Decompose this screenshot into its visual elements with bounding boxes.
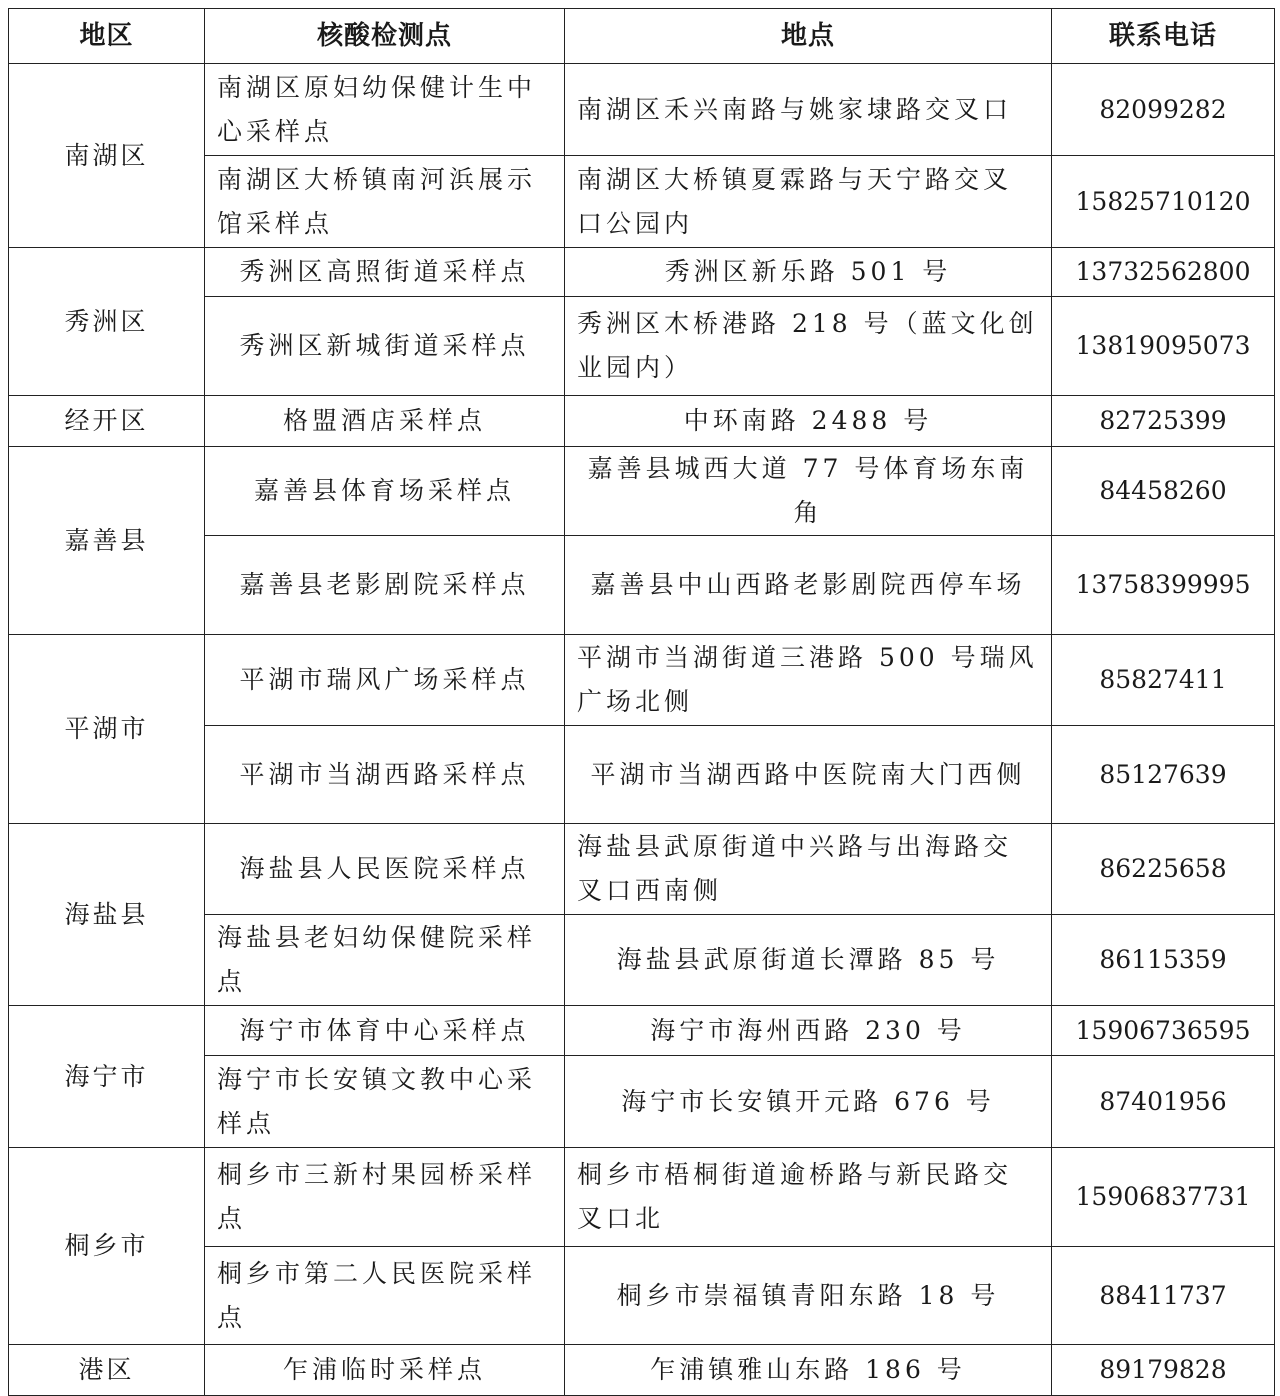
site-cell: 海盐县人民医院采样点 — [205, 824, 565, 915]
site-cell: 海盐县老妇幼保健院采样点 — [205, 915, 565, 1006]
phone-cell: 86225658 — [1052, 824, 1275, 915]
phone-cell: 88411737 — [1052, 1247, 1275, 1345]
header-address: 地点 — [565, 9, 1052, 64]
phone-cell: 84458260 — [1052, 447, 1275, 536]
address-cell: 海宁市长安镇开元路 676 号 — [565, 1056, 1052, 1148]
address-cell: 中环南路 2488 号 — [565, 396, 1052, 447]
table-row — [9, 1345, 1275, 1396]
address-cell: 海宁市海州西路 230 号 — [565, 1006, 1052, 1056]
phone-cell: 13819095073 — [1052, 297, 1275, 396]
phone-cell: 13758399995 — [1052, 536, 1275, 635]
table-row — [9, 447, 1275, 536]
phone-cell: 15825710120 — [1052, 156, 1275, 248]
site-cell: 海宁市长安镇文教中心采样点 — [205, 1056, 565, 1148]
phone-cell: 15906837731 — [1052, 1148, 1275, 1247]
region-cell: 港区 — [9, 1345, 205, 1396]
region-cell: 嘉善县 — [9, 447, 205, 635]
site-cell: 南湖区原妇幼保健计生中心采样点 — [205, 64, 565, 156]
address-cell: 嘉善县城西大道 77 号体育场东南角 — [565, 447, 1052, 536]
site-cell: 桐乡市三新村果园桥采样点 — [205, 1148, 565, 1247]
site-cell: 秀洲区新城街道采样点 — [205, 297, 565, 396]
table-row — [9, 396, 1275, 447]
region-cell: 南湖区 — [9, 64, 205, 248]
site-cell: 秀洲区高照街道采样点 — [205, 248, 565, 297]
region-cell: 海宁市 — [9, 1006, 205, 1148]
address-cell: 平湖市当湖街道三港路 500 号瑞风广场北侧 — [565, 635, 1052, 726]
table-row — [9, 64, 1275, 156]
address-cell: 平湖市当湖西路中医院南大门西侧 — [565, 726, 1052, 824]
phone-cell: 15906736595 — [1052, 1006, 1275, 1056]
phone-cell: 82725399 — [1052, 396, 1275, 447]
site-cell: 南湖区大桥镇南河浜展示馆采样点 — [205, 156, 565, 248]
region-cell: 秀洲区 — [9, 248, 205, 396]
address-cell: 秀洲区新乐路 501 号 — [565, 248, 1052, 297]
site-cell: 平湖市当湖西路采样点 — [205, 726, 565, 824]
site-cell: 嘉善县体育场采样点 — [205, 447, 565, 536]
phone-cell: 85827411 — [1052, 635, 1275, 726]
table-row — [9, 248, 1275, 297]
site-cell: 格盟酒店采样点 — [205, 396, 565, 447]
address-cell: 南湖区禾兴南路与姚家埭路交叉口 — [565, 64, 1052, 156]
phone-cell: 89179828 — [1052, 1345, 1275, 1396]
region-cell: 经开区 — [9, 396, 205, 447]
phone-cell: 85127639 — [1052, 726, 1275, 824]
address-cell: 南湖区大桥镇夏霖路与天宁路交叉口公园内 — [565, 156, 1052, 248]
region-cell: 桐乡市 — [9, 1148, 205, 1345]
table-row — [9, 1006, 1275, 1056]
phone-cell: 87401956 — [1052, 1056, 1275, 1148]
header-phone: 联系电话 — [1052, 9, 1275, 64]
phone-cell: 13732562800 — [1052, 248, 1275, 297]
region-cell: 平湖市 — [9, 635, 205, 824]
header-row — [9, 9, 1275, 64]
region-cell: 海盐县 — [9, 824, 205, 1006]
header-site: 核酸检测点 — [205, 9, 565, 64]
table-row — [9, 1148, 1275, 1247]
address-cell: 海盐县武原街道中兴路与出海路交叉口西南侧 — [565, 824, 1052, 915]
table-row — [9, 824, 1275, 915]
site-cell: 乍浦临时采样点 — [205, 1345, 565, 1396]
table-row — [9, 635, 1275, 726]
address-cell: 海盐县武原街道长潭路 85 号 — [565, 915, 1052, 1006]
site-cell: 桐乡市第二人民医院采样点 — [205, 1247, 565, 1345]
header-region: 地区 — [9, 9, 205, 64]
address-cell: 乍浦镇雅山东路 186 号 — [565, 1345, 1052, 1396]
site-cell: 平湖市瑞风广场采样点 — [205, 635, 565, 726]
phone-cell: 82099282 — [1052, 64, 1275, 156]
address-cell: 桐乡市梧桐街道逾桥路与新民路交叉口北 — [565, 1148, 1052, 1247]
address-cell: 嘉善县中山西路老影剧院西停车场 — [565, 536, 1052, 635]
address-cell: 秀洲区木桥港路 218 号（蓝文化创业园内） — [565, 297, 1052, 396]
testing-sites-table — [8, 8, 1275, 1396]
site-cell: 海宁市体育中心采样点 — [205, 1006, 565, 1056]
phone-cell: 86115359 — [1052, 915, 1275, 1006]
site-cell: 嘉善县老影剧院采样点 — [205, 536, 565, 635]
address-cell: 桐乡市崇福镇青阳东路 18 号 — [565, 1247, 1052, 1345]
